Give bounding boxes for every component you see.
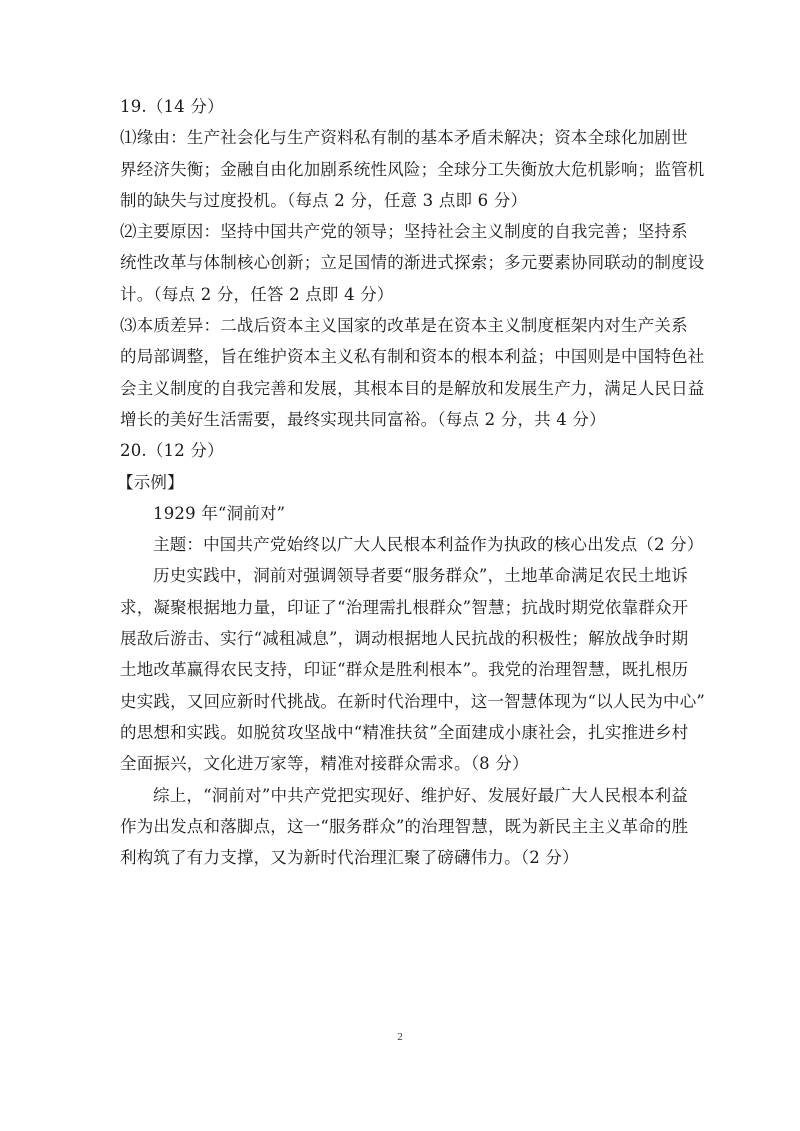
paragraph-line: 求，凝聚根据地力量，印证了“治理需扎根群众”智慧；抗战时期党依靠群众开 bbox=[120, 597, 689, 617]
paragraph-line: 利构筑了有力支撑，又为新时代治理汇聚了磅礴伟力。（2 分） bbox=[120, 848, 579, 868]
answer-content bbox=[117, 91, 706, 873]
paragraph-line: 史实践，又回应新时代挑战。在新时代治理中，这一智慧体现为“以人民为中心” bbox=[120, 691, 706, 711]
q19-part3-line: ⑶本质差异：二战后资本主义国家的改革是在资本主义制度框架内对生产关系 bbox=[120, 316, 688, 336]
q19-part1-line: ⑴缘由：生产社会化与生产资料私有制的基本矛盾未解决；资本全球化加剧世 bbox=[120, 128, 688, 148]
q19-part1-line: 界经济失衡；金融自由化加剧系统性风险；全球分工失衡放大危机影响；监管机 bbox=[120, 159, 705, 179]
q19-part1 bbox=[120, 122, 705, 216]
q20-heading: 20.（12 分） bbox=[120, 441, 224, 461]
q19-part2-line: ⑵主要原因：坚持中国共产党的领导；坚持社会主义制度的自我完善；坚持系 bbox=[120, 222, 688, 242]
essay-paragraph-2 bbox=[120, 780, 689, 874]
paragraph-line: 作为出发点和落脚点，这一“服务群众”的治理智慧，既为新民主主义革命的胜 bbox=[120, 816, 689, 836]
paragraph-line: 综上，“洞前对”中共产党把实现好、维护好、发展好最广大人民根本利益 bbox=[153, 785, 688, 805]
paragraph-line: 全面振兴，文化进万家等，精准对接群众需求。（8 分） bbox=[120, 754, 529, 774]
q19-part2 bbox=[120, 216, 705, 310]
q19-heading: 19.（14 分） bbox=[120, 97, 224, 116]
example-label: 【示例】 bbox=[117, 472, 184, 492]
essay-theme: 主题：中国共产党始终以广大人民根本利益作为执政的核心出发点（2 分） bbox=[153, 535, 704, 555]
q19-part3-line: 会主义制度的自我完善和发展，其根本目的是解放和发展生产力，满足人民日益 bbox=[120, 378, 705, 398]
q19-part3 bbox=[120, 310, 705, 435]
paragraph-line: 土地改革赢得农民支持，印证“群众是胜利根本”。我党的治理智慧，既扎根历 bbox=[120, 660, 689, 680]
paragraph-line: 历史实践中，洞前对强调领导者要“服务群众”，土地革命满足农民土地诉 bbox=[153, 566, 688, 586]
q19-part2-line: 计。（每点 2 分，任答 2 点即 4 分） bbox=[120, 284, 394, 304]
q19-part3-line: 的局部调整，旨在维护资本主义私有制和资本的根本利益；中国则是中国特色社 bbox=[120, 347, 705, 367]
paragraph-line: 的思想和实践。如脱贫攻坚战中“精准扶贫”全面建成小康社会，扎实推进乡村 bbox=[120, 722, 689, 742]
page-number: 2 bbox=[397, 1031, 403, 1043]
q19-part3-line: 增长的美好生活需要，最终实现共同富裕。（每点 2 分，共 4 分） bbox=[120, 409, 606, 429]
essay-paragraph-1 bbox=[120, 560, 706, 779]
paragraph-line: 展敌后游击、实行“减租减息”，调动根据地人民抗战的积极性；解放战争时期 bbox=[120, 629, 689, 649]
q19-part2-line: 统性改革与体制核心创新；立足国情的渐进式探索；多元要素协同联动的制度设 bbox=[120, 253, 705, 273]
essay-title: 1929 年“洞前对” bbox=[153, 503, 286, 523]
q19-part1-line: 制的缺失与过度投机。（每点 2 分，任意 3 点即 6 分） bbox=[120, 190, 528, 210]
